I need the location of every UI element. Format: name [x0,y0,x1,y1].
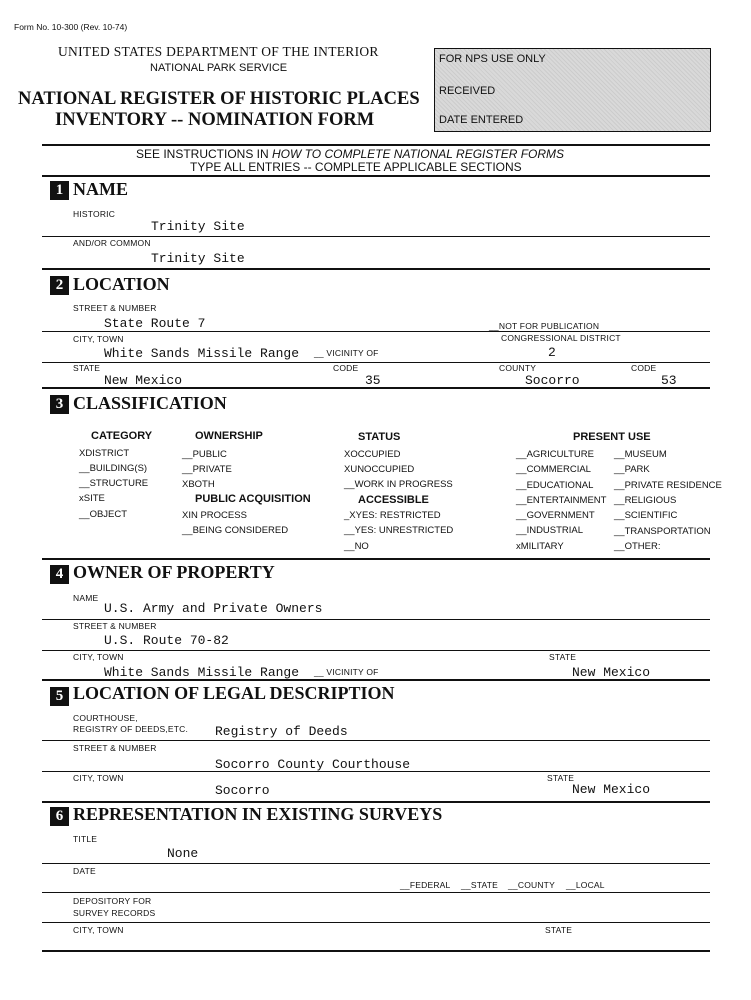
status-work-in-progress-checkbox[interactable]: __WORK IN PROGRESS [344,479,453,490]
divider [42,771,710,772]
city-field[interactable]: White Sands Missile Range [104,346,300,361]
ownership-public-checkbox[interactable]: __PUBLIC [182,449,227,460]
use-agriculture-checkbox[interactable]: __AGRICULTURE [516,449,594,460]
owner-name-label: NAME [73,593,99,603]
section-number: 2 [50,276,69,295]
instructions-line2: TYPE ALL ENTRIES -- COMPLETE APPLICABLE SECTIONS [190,160,522,174]
nps-use-box [434,48,711,132]
survey-state-checkbox[interactable]: __STATE [461,880,498,890]
agency-department: UNITED STATES DEPARTMENT OF THE INTERIOR [58,44,379,59]
depository-label: DEPOSITORY FOR [73,896,152,906]
divider [42,922,710,923]
category-structure-checkbox[interactable]: __STRUCTURE [79,478,149,489]
ownership-header: OWNERSHIP [195,430,263,442]
street-field[interactable]: State Route 7 [104,316,206,331]
status-occupied-checkbox[interactable]: XOCCUPIED [344,449,401,460]
owner-state-field[interactable]: New Mexico [572,665,651,680]
divider [42,863,710,864]
section-title: CLASSIFICATION [73,393,227,413]
use-government-checkbox[interactable]: __GOVERNMENT [516,510,595,521]
section-title: REPRESENTATION IN EXISTING SURVEYS [73,804,443,824]
accessible-restricted-checkbox[interactable]: _XYES: RESTRICTED [344,510,441,521]
courthouse-label: COURTHOUSE, [73,713,138,723]
divider [42,144,710,146]
acquisition-in-process-checkbox[interactable]: XIN PROCESS [182,510,247,521]
city-label: CITY, TOWN [73,334,124,344]
divider [42,950,710,952]
divider [42,679,710,681]
form-number: Form No. 10-300 (Rev. 10-74) [14,22,128,32]
historic-label: HISTORIC [73,209,116,219]
use-park-checkbox[interactable]: __PARK [614,464,650,475]
acquisition-being-considered-checkbox[interactable]: __BEING CONSIDERED [182,525,289,536]
legal-state-label: STATE [547,773,575,783]
use-industrial-checkbox[interactable]: __INDUSTRIAL [516,525,584,536]
received-label: RECEIVED [439,85,496,97]
divider [42,387,710,389]
use-scientific-checkbox[interactable]: __SCIENTIFIC [614,510,678,521]
use-entertainment-checkbox[interactable]: __ENTERTAINMENT [516,495,607,506]
state-label: STATE [73,363,101,373]
survey-local-checkbox[interactable]: __LOCAL [566,880,605,890]
owner-name-field[interactable]: U.S. Army and Private Owners [104,601,323,616]
not-for-publication-checkbox[interactable]: __NOT FOR PUBLICATION [489,321,600,331]
ownership-private-checkbox[interactable]: __PRIVATE [182,464,232,475]
county-code-label: CODE [631,363,657,373]
section-title: OWNER OF PROPERTY [73,562,275,582]
section-number: 5 [50,687,69,706]
congressional-district-field[interactable]: 2 [548,345,556,360]
category-building-checkbox[interactable]: __BUILDING(S) [79,463,148,474]
owner-street-label: STREET & NUMBER [73,621,157,631]
use-religious-checkbox[interactable]: __RELIGIOUS [614,495,677,506]
vicinity-checkbox[interactable]: __ VICINITY OF [314,348,379,358]
category-header: CATEGORY [91,430,153,442]
divider [42,650,710,651]
survey-county-checkbox[interactable]: __COUNTY [508,880,555,890]
code-label: CODE [333,363,359,373]
county-code-field[interactable]: 53 [661,373,677,388]
state-field[interactable]: New Mexico [104,373,183,388]
survey-title-label: TITLE [73,834,98,844]
legal-city-label: CITY, TOWN [73,773,124,783]
section-number: 4 [50,565,69,584]
survey-state-label: STATE [545,925,573,935]
use-museum-checkbox[interactable]: __MUSEUM [614,449,667,460]
use-other-checkbox[interactable]: __OTHER: [614,541,661,552]
state-code-field[interactable]: 35 [365,373,381,388]
section-title: NAME [73,179,128,199]
street-label: STREET & NUMBER [73,303,157,313]
divider [42,236,710,237]
category-object-checkbox[interactable]: __OBJECT [79,509,128,520]
instructions-line1: SEE INSTRUCTIONS IN HOW TO COMPLETE NATIONAL REGISTER FORMS [136,147,565,161]
divider [42,619,710,620]
common-name-field[interactable]: Trinity Site [151,251,245,266]
survey-title-field[interactable]: None [167,846,199,861]
congressional-district-label: CONGRESSIONAL DISTRICT [501,333,621,343]
divider [42,175,710,177]
use-commercial-checkbox[interactable]: __COMMERCIAL [516,464,591,475]
divider [42,362,710,363]
status-header: STATUS [358,431,401,443]
divider [42,268,710,270]
nps-use-only-label: FOR NPS USE ONLY [439,53,546,65]
ownership-both-checkbox[interactable]: XBOTH [182,479,215,490]
section-number: 1 [50,181,69,200]
legal-state-field[interactable]: New Mexico [572,782,651,797]
divider [42,558,710,560]
agency-service: NATIONAL PARK SERVICE [150,62,288,74]
use-military-checkbox[interactable]: xMILITARY [516,541,564,552]
section-title: LOCATION [73,274,170,294]
historic-name-field[interactable]: Trinity Site [151,219,245,234]
present-use-header: PRESENT USE [573,431,651,443]
courthouse-field[interactable]: Registry of Deeds [215,724,348,739]
divider [42,892,710,893]
divider [42,331,710,332]
use-educational-checkbox[interactable]: __EDUCATIONAL [516,480,594,491]
form-title-line1: NATIONAL REGISTER OF HISTORIC PLACES [18,89,420,109]
county-field[interactable]: Socorro [525,373,580,388]
legal-street-label: STREET & NUMBER [73,743,157,753]
common-label: AND/OR COMMON [73,238,151,248]
survey-city-label: CITY, TOWN [73,925,124,935]
legal-street-field[interactable]: Socorro County Courthouse [215,757,411,772]
divider [42,740,710,741]
divider [42,801,710,803]
use-private-residence-checkbox[interactable]: __PRIVATE RESIDENCE [614,480,722,491]
owner-city-field[interactable]: White Sands Missile Range [104,665,300,680]
accessible-header: ACCESSIBLE [358,494,429,506]
owner-vicinity-checkbox[interactable]: __ VICINITY OF [314,667,379,677]
public-acquisition-header: PUBLIC ACQUISITION [195,493,311,505]
owner-city-label: CITY, TOWN [73,652,124,662]
survey-records-label: SURVEY RECORDS [73,908,156,918]
registry-label: REGISTRY OF DEEDS,ETC. [73,724,189,734]
date-entered-label: DATE ENTERED [439,114,524,126]
county-label: COUNTY [499,363,537,373]
owner-street-field[interactable]: U.S. Route 70-82 [104,633,229,648]
owner-state-label: STATE [549,652,577,662]
legal-city-field[interactable]: Socorro [215,783,270,798]
category-site-checkbox[interactable]: xSITE [79,493,105,504]
accessible-unrestricted-checkbox[interactable]: __YES: UNRESTRICTED [344,525,454,536]
accessible-no-checkbox[interactable]: __NO [344,541,369,552]
use-transportation-checkbox[interactable]: __TRANSPORTATION [614,526,711,537]
status-unoccupied-checkbox[interactable]: XUNOCCUPIED [344,464,415,475]
survey-date-label: DATE [73,866,96,876]
survey-federal-checkbox[interactable]: __FEDERAL [400,880,451,890]
form-title-line2: INVENTORY -- NOMINATION FORM [55,110,375,130]
section-number: 3 [50,395,69,414]
category-district-checkbox[interactable]: XDISTRICT [79,448,130,459]
section-number: 6 [50,807,69,826]
section-title: LOCATION OF LEGAL DESCRIPTION [73,683,395,703]
